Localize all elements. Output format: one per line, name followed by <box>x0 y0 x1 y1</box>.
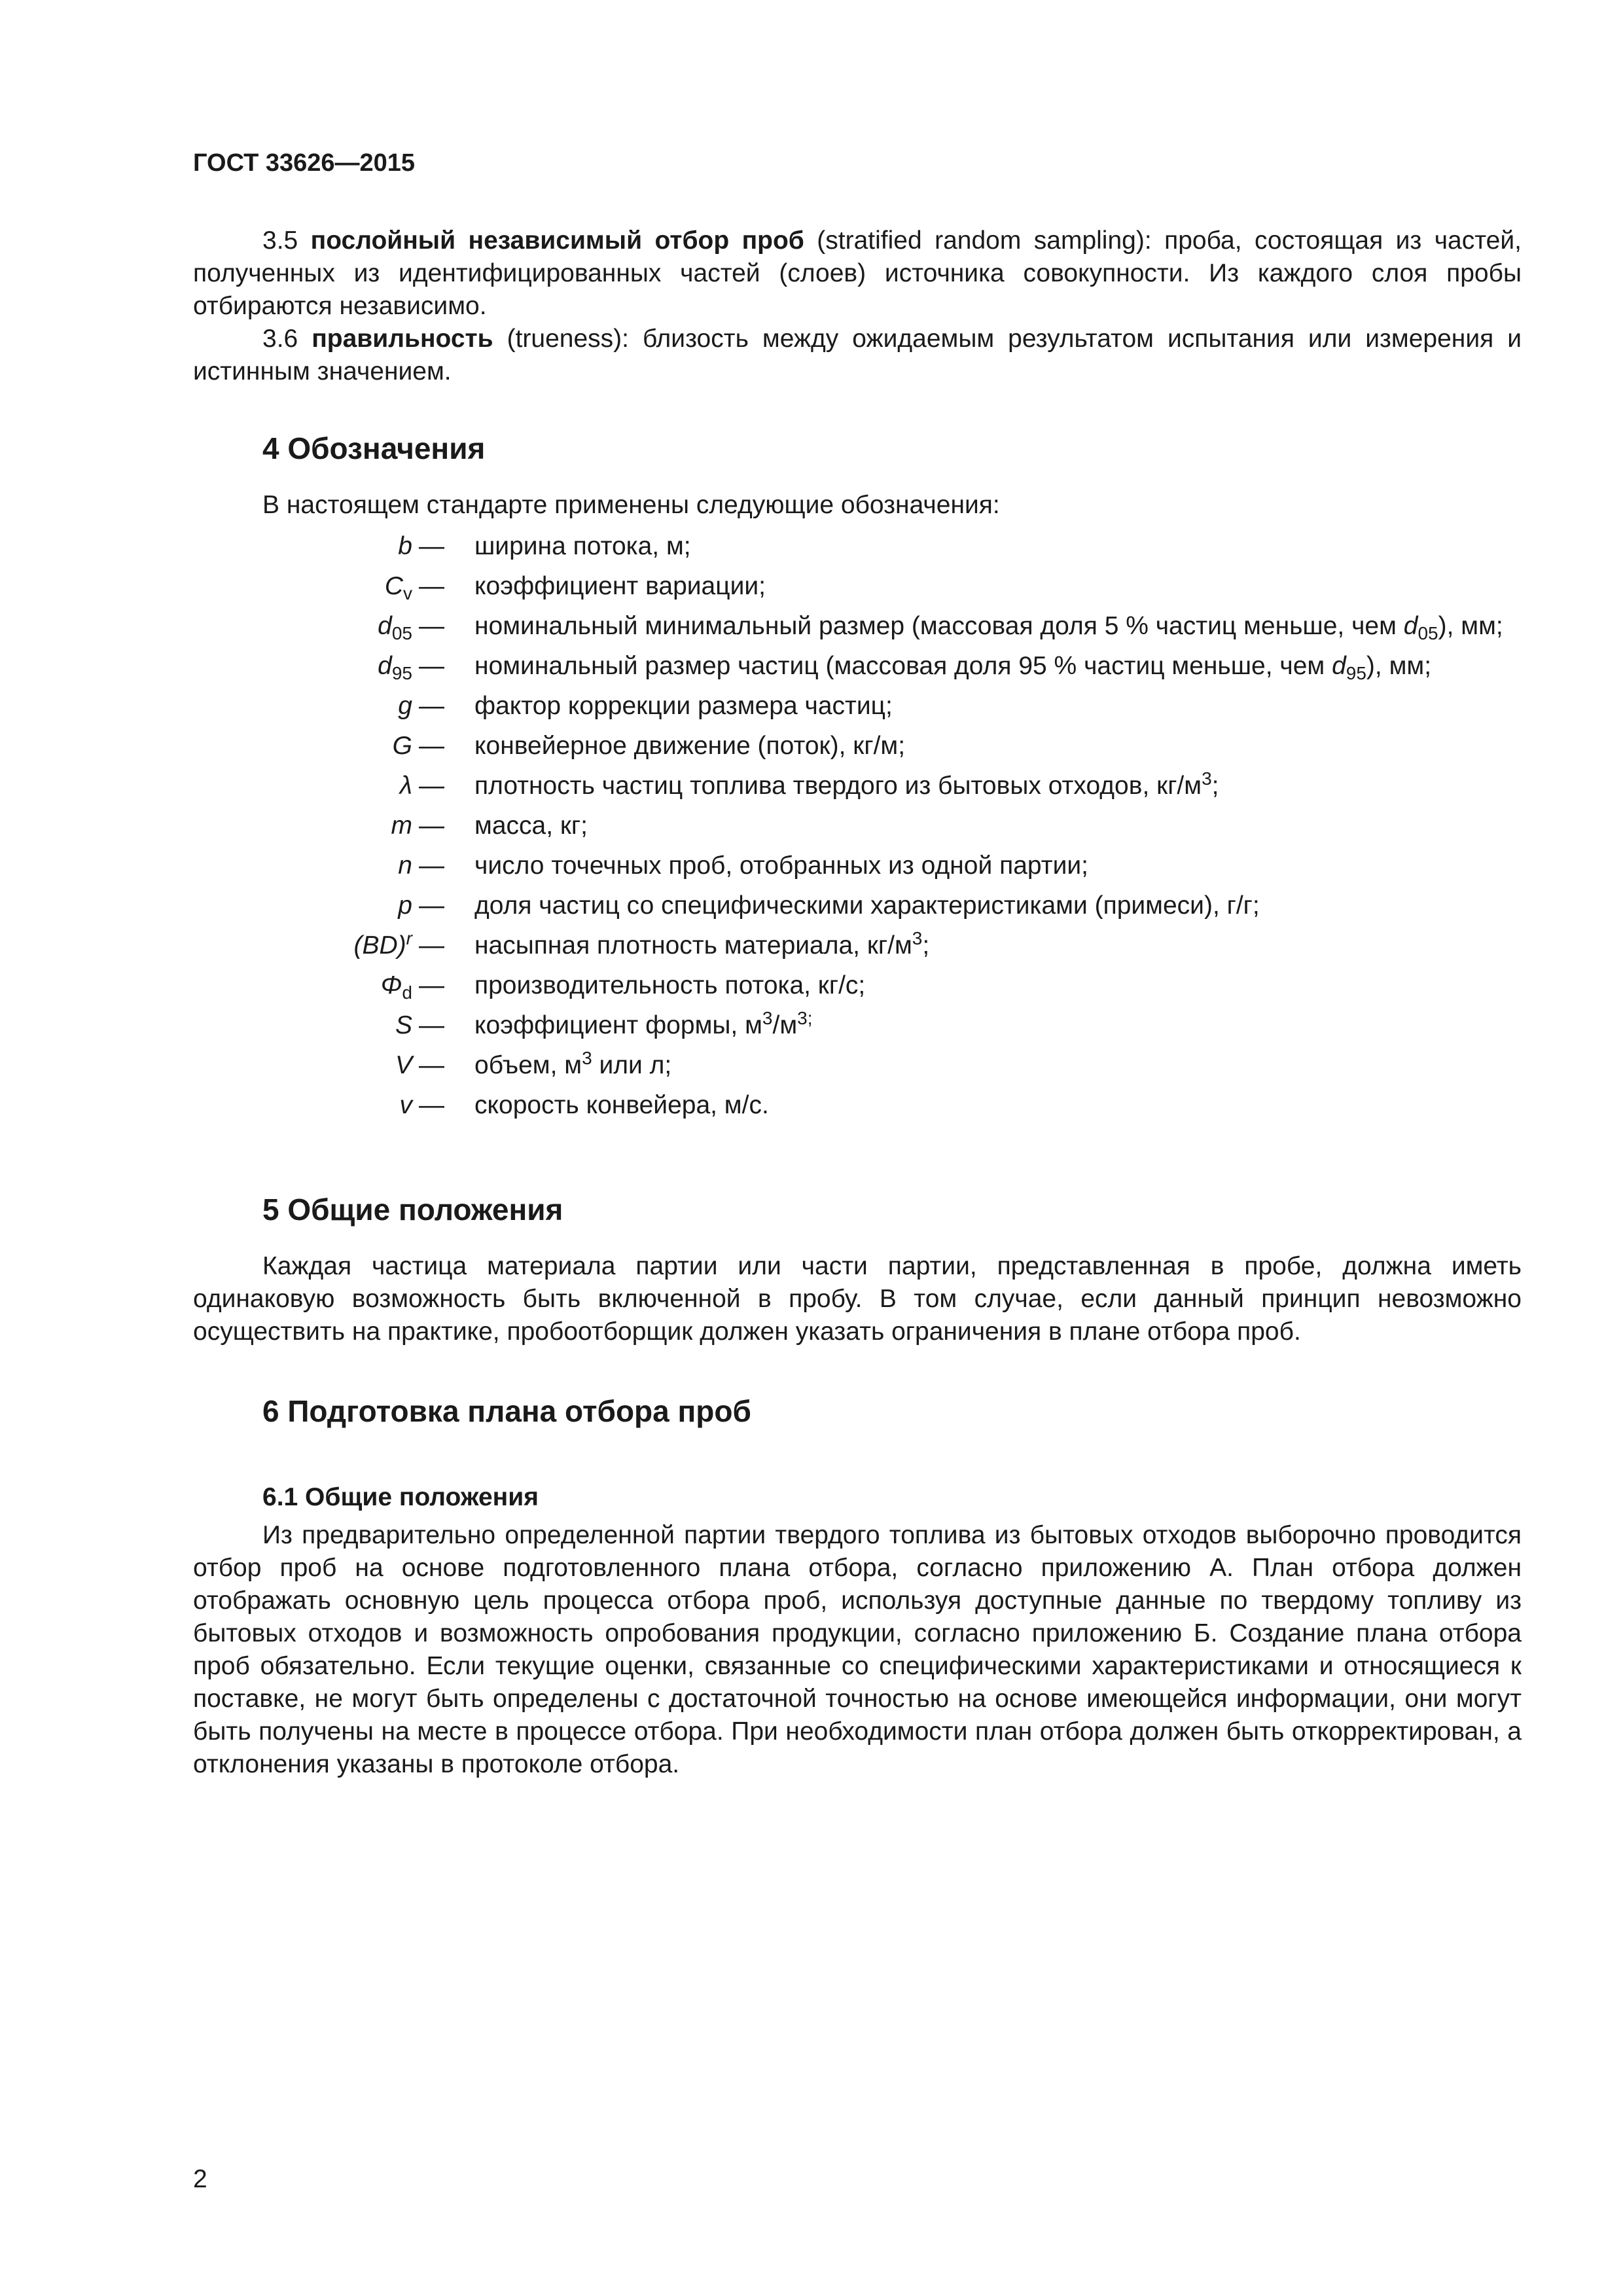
symbol-description <box>474 1089 769 1122</box>
symbol <box>400 1089 413 1122</box>
em-dash: — <box>419 612 444 640</box>
symbol-letter: Φ <box>380 971 402 999</box>
symbol-letter: d <box>378 612 392 640</box>
subsection-6-1-heading-wrap <box>193 1481 1522 1514</box>
symbol-description <box>474 1009 813 1042</box>
description-part: или л; <box>592 1051 672 1079</box>
symbol-description <box>474 530 691 563</box>
symbol-row <box>193 530 1522 570</box>
description-part: коэффициент формы, м <box>474 1011 762 1039</box>
symbol <box>354 929 412 962</box>
symbol-letter: C <box>384 572 403 600</box>
symbol-row <box>193 969 1522 1009</box>
symbol-row <box>193 1089 1522 1129</box>
document-id: ГОСТ 33626—2015 <box>193 149 416 177</box>
em-dash: — <box>419 852 444 880</box>
description-part: скорость конвейера, м/с. <box>474 1091 769 1119</box>
description-part: 3 <box>582 1048 592 1068</box>
description-part: число точечных проб, отобранных из одной партии; <box>474 852 1088 880</box>
paragraph: Из предварительно определенной партии твердого топлива из бытовых отходов выборочно проводится отбор проб на основе подготовленного плана отбора, согласно приложению А. План отбора должен отображать основную цель процесса отбора проб, используя доступные данные по твердому топливу из бытовых отходов и возможность опробования продукции, согласно приложению Б. Создание плана отбора проб обязательно. Если текущие оценки, связанные со специфическими характеристиками и относящиеся к поставке, не могут быть определены с достаточной точностью на основе имеющейся информации, они могут быть получены на месте в процессе отбора. При необходимости план отбора должен быть откорректирован, а отклонения указаны в протоколе отбора. <box>193 1521 1522 1778</box>
section-heading: 4 Обозначения <box>262 431 486 465</box>
page-number: 2 <box>193 2165 207 2193</box>
symbol <box>395 1009 412 1042</box>
term: послойный независимый отбор проб <box>310 226 804 255</box>
symbol-description <box>474 969 865 1002</box>
paragraph: Каждая частица материала партии или части партии, представленная в пробе, должна иметь одинаковую возможность быть включенной в пробу. В том случае, если данный принцип невозможно осуществить на практике, пробоотборщик должен указать ограничения в плане отбора проб. <box>193 1252 1522 1346</box>
em-dash: — <box>419 891 444 920</box>
description-part: ; <box>922 931 930 960</box>
clause-number: 3.5 <box>262 226 298 255</box>
symbol-letter: G <box>392 732 412 760</box>
symbol <box>398 530 412 563</box>
description-part: конвейерное движение (поток), кг/м; <box>474 732 906 760</box>
description-part: 3 <box>762 1008 773 1028</box>
description-part: ; <box>1211 772 1219 800</box>
description-part: 95 <box>1346 663 1366 683</box>
description-part: фактор коррекции размера частиц; <box>474 692 893 720</box>
symbol-letter: g <box>398 692 412 720</box>
symbol-letter: (BD) <box>353 931 406 960</box>
clause-text: (trueness): близость между ожидаемым результатом испытания или измерения и истинным значением. <box>193 325 1522 386</box>
section-intro: В настоящем стандарте применены следующие обозначения: <box>262 491 1000 519</box>
subsection-heading: 6.1 Общие положения <box>262 1483 539 1511</box>
symbol <box>398 850 412 882</box>
em-dash: — <box>419 772 444 800</box>
symbol-description <box>474 810 588 842</box>
symbol-description <box>474 730 905 762</box>
symbol-row <box>193 850 1522 889</box>
symbol-letter: v <box>399 1091 412 1119</box>
description-part: доля частиц со специфическими характеристиками (примеси), г/г; <box>474 891 1260 920</box>
section-6-heading-wrap <box>193 1391 1522 1431</box>
em-dash: — <box>419 931 444 960</box>
description-part: объем, м <box>474 1051 582 1079</box>
description-part: 3; <box>797 1008 813 1028</box>
symbol-list <box>193 530 1522 1129</box>
symbol-description <box>474 690 893 723</box>
symbol-description <box>474 850 1088 882</box>
section-heading: 6 Подготовка плана отбора проб <box>262 1394 751 1428</box>
clause-3-5 <box>193 224 1522 323</box>
section-5-heading-wrap <box>193 1190 1522 1229</box>
description-part: ), мм; <box>1438 612 1503 640</box>
em-dash: — <box>419 812 444 840</box>
section-6-body <box>193 1519 1522 1781</box>
description-part: плотность частиц топлива твердого из бытовых отходов, кг/м <box>474 772 1202 800</box>
symbol-row <box>193 610 1522 650</box>
description-part: ), мм; <box>1366 652 1432 680</box>
symbol <box>393 730 412 762</box>
symbol-row <box>193 929 1522 969</box>
symbol-description <box>474 770 1219 802</box>
description-part: 3 <box>1202 768 1212 789</box>
description-part: номинальный размер частиц (массовая доля 95 % частиц меньше, чем <box>474 652 1332 680</box>
section-5-body <box>193 1250 1522 1348</box>
symbol-row <box>193 690 1522 730</box>
em-dash: — <box>419 732 444 760</box>
symbol-subscript: d <box>402 982 412 1003</box>
symbol-letter: S <box>395 1011 412 1039</box>
symbol <box>385 570 412 603</box>
symbol <box>400 770 412 802</box>
em-dash: — <box>419 1011 444 1039</box>
symbol-letter: d <box>378 652 392 680</box>
symbol <box>398 690 412 723</box>
symbol-letter: b <box>398 532 412 560</box>
em-dash: — <box>419 1091 444 1119</box>
em-dash: — <box>419 652 444 680</box>
symbol-row <box>193 730 1522 770</box>
symbol-description <box>474 570 766 603</box>
symbol-row <box>193 1009 1522 1049</box>
symbol <box>381 969 412 1002</box>
symbol-row <box>193 889 1522 929</box>
description-part: насыпная плотность материала, кг/м <box>474 931 912 960</box>
em-dash: — <box>419 532 444 560</box>
em-dash: — <box>419 572 444 600</box>
symbol-row <box>193 810 1522 850</box>
symbol <box>378 610 412 643</box>
symbol-letter: p <box>398 891 412 920</box>
description-part: ширина потока, м; <box>474 532 691 560</box>
clause-text: (stratified random sampling): проба, состоящая из частей, полученных из идентифицированных частей (слоев) источника совокупности. Из каждого слоя пробы отбираются независимо. <box>193 226 1522 320</box>
term: правильность <box>312 325 493 353</box>
symbol-row <box>193 770 1522 810</box>
em-dash: — <box>419 971 444 999</box>
description-part: d <box>1403 612 1418 640</box>
section-heading: 5 Общие положения <box>262 1193 563 1227</box>
description-part: масса, кг; <box>474 812 588 840</box>
symbol <box>398 889 412 922</box>
symbol-subscript: v <box>403 583 412 603</box>
description-part: производительность потока, кг/с; <box>474 971 866 999</box>
clause-3-6 <box>193 323 1522 388</box>
symbol-subscript: 95 <box>391 663 412 683</box>
clause-number: 3.6 <box>262 325 298 353</box>
symbol-letter: V <box>395 1051 412 1079</box>
symbol-row <box>193 1049 1522 1089</box>
symbol-description <box>474 650 1431 683</box>
description-part: 3 <box>912 928 923 948</box>
description-part: номинальный минимальный размер (массовая доля 5 % частиц меньше, чем <box>474 612 1404 640</box>
symbol-subscript: 05 <box>391 623 412 643</box>
symbol <box>378 650 412 683</box>
description-part: /м <box>772 1011 798 1039</box>
description-part: коэффициент вариации; <box>474 572 766 600</box>
symbol <box>395 1049 412 1082</box>
symbol-row <box>193 570 1522 610</box>
symbol-row <box>193 650 1522 690</box>
symbol-superscript: r <box>406 928 412 948</box>
symbol-letter: n <box>398 852 412 880</box>
symbol <box>391 810 413 842</box>
em-dash: — <box>419 692 444 720</box>
description-part: 05 <box>1418 623 1438 643</box>
symbol-letter: λ <box>399 772 412 800</box>
description-part: d <box>1332 652 1346 680</box>
symbol-description <box>474 889 1260 922</box>
symbol-description <box>474 1049 671 1082</box>
symbol-description <box>474 610 1503 643</box>
em-dash: — <box>419 1051 444 1079</box>
section-4-intro-wrap <box>193 489 1522 522</box>
symbol-description <box>474 929 929 962</box>
section-4-heading-wrap <box>193 429 1522 468</box>
symbol-letter: m <box>391 812 412 840</box>
